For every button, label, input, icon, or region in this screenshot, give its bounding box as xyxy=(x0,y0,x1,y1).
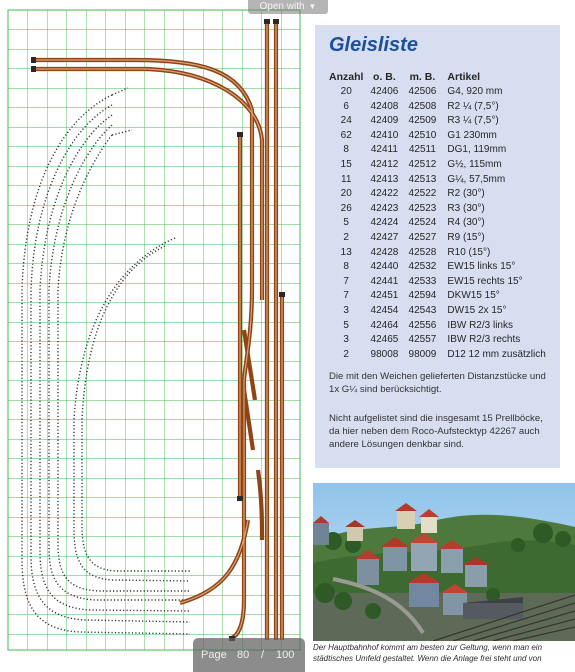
table-row xyxy=(329,246,546,261)
table-row xyxy=(329,129,546,144)
table-header-row xyxy=(329,69,546,85)
cell-ob: 42411 xyxy=(370,144,398,156)
cell-mb: 42506 xyxy=(408,86,437,97)
cell-ob: 42422 xyxy=(370,188,399,200)
plan-grid xyxy=(8,10,300,650)
page-separator: / xyxy=(261,649,265,661)
cell-artikel: IBW R2/3 rechts xyxy=(447,334,521,346)
table-row xyxy=(329,173,546,188)
table-row xyxy=(329,158,546,173)
cell-anzahl: 24 xyxy=(340,115,352,127)
cell-artikel: EW15 links 15° xyxy=(447,261,516,273)
open-with-button[interactable] xyxy=(248,0,328,14)
table-row xyxy=(329,348,546,363)
cell-ob: 42428 xyxy=(370,246,399,258)
cell-anzahl: 8 xyxy=(343,261,349,273)
cell-mb: 42524 xyxy=(408,217,437,229)
cell-anzahl: 8 xyxy=(343,144,349,156)
table-row xyxy=(329,333,546,348)
column-header-mb: m. B. xyxy=(409,70,436,83)
cell-anzahl: 62 xyxy=(340,129,352,141)
cell-artikel: G1 230mm xyxy=(447,129,497,141)
track-list-panel xyxy=(315,25,560,468)
cell-artikel: R10 (15°) xyxy=(447,246,491,258)
cell-artikel: R4 (30°) xyxy=(447,217,485,229)
table-row xyxy=(329,100,546,115)
cell-artikel: R9 (15°) xyxy=(447,231,485,243)
cell-mb: 42509 xyxy=(408,115,437,127)
page-indicator[interactable] xyxy=(193,638,305,672)
page-total: 100 xyxy=(276,649,295,661)
cell-artikel: EW15 rechts 15° xyxy=(447,275,523,287)
table-row xyxy=(329,275,546,290)
cell-mb: 42557 xyxy=(408,334,437,346)
cell-mb: 42522 xyxy=(408,188,437,200)
cell-ob: 42424 xyxy=(370,217,399,229)
cell-mb: 42511 xyxy=(408,144,436,156)
table-row xyxy=(329,304,546,319)
cell-anzahl: 2 xyxy=(343,231,349,243)
cell-ob: 42412 xyxy=(370,158,399,170)
open-with-label: Open with xyxy=(259,1,305,12)
cell-mb: 42533 xyxy=(408,275,437,287)
cell-anzahl: 13 xyxy=(340,246,352,258)
cell-anzahl: 26 xyxy=(340,202,352,214)
cell-ob: 42413 xyxy=(370,173,399,185)
table-row xyxy=(329,143,546,158)
cell-ob: 42406 xyxy=(370,86,399,97)
note-buffer-stops: Nicht aufgelistet sind die insgesamt 15 Prellböcke, da hier neben dem Roco-Aufstecktyp 42267 auch andere Lösungen denkbar sind. xyxy=(329,413,543,450)
table-row xyxy=(329,289,546,304)
track-list-body xyxy=(329,85,546,362)
cell-artikel: G¼, 57,5mm xyxy=(447,173,506,185)
column-header-ob: o. B. xyxy=(373,70,396,83)
table-row xyxy=(329,216,546,231)
cell-artikel: R2 ¼ (7,5°) xyxy=(447,100,499,112)
cell-artikel: DW15 2x 15° xyxy=(447,304,507,316)
cell-anzahl: 20 xyxy=(340,188,352,200)
cell-ob: 42441 xyxy=(370,275,399,287)
cell-ob: 42465 xyxy=(370,334,399,346)
cell-anzahl: 5 xyxy=(343,319,349,331)
table-row xyxy=(329,319,546,334)
cell-anzahl: 3 xyxy=(343,334,349,346)
page-current: 80 xyxy=(237,649,250,661)
layout-photo xyxy=(313,483,575,641)
note-distance-pieces: Die mit den Weichen gelieferten Distanzstücke und 1x G¼ sind berücksichtigt. xyxy=(329,371,546,395)
cell-anzahl: 20 xyxy=(340,86,352,97)
cell-artikel: R2 (30°) xyxy=(447,188,485,200)
table-row xyxy=(329,260,546,275)
table-row xyxy=(329,231,546,246)
cell-ob: 42440 xyxy=(370,261,399,273)
column-header-anzahl: Anzahl xyxy=(329,70,364,83)
table-row xyxy=(329,202,546,217)
cell-mb: 42527 xyxy=(408,231,437,243)
cell-mb: 42532 xyxy=(408,261,437,273)
chevron-down-icon: ▼ xyxy=(308,2,317,11)
cell-ob: 42409 xyxy=(370,115,399,127)
cell-anzahl: 3 xyxy=(343,304,349,316)
cell-anzahl: 6 xyxy=(343,100,349,112)
table-row xyxy=(329,187,546,202)
cell-anzahl: 2 xyxy=(343,348,349,360)
cell-mb: 42528 xyxy=(408,246,437,258)
cell-ob: 42451 xyxy=(370,290,399,302)
cell-mb: 42543 xyxy=(408,304,437,316)
cell-mb: 42512 xyxy=(408,158,437,170)
cell-ob: 42423 xyxy=(370,202,399,214)
layout-photo-image xyxy=(313,483,575,641)
cell-ob: 98008 xyxy=(370,348,399,360)
cell-artikel: IBW R2/3 links xyxy=(447,319,513,331)
column-header-artikel: Artikel xyxy=(447,70,481,83)
cell-ob: 42454 xyxy=(370,304,399,316)
cell-mb: 42594 xyxy=(408,290,437,302)
cell-anzahl: 11 xyxy=(341,173,352,185)
cell-artikel: DG1, 119mm xyxy=(447,144,507,156)
cell-anzahl: 5 xyxy=(343,217,349,229)
table-row xyxy=(329,114,546,129)
cell-ob: 42410 xyxy=(370,129,399,141)
cell-mb: 42556 xyxy=(408,319,437,331)
cell-artikel: DKW15 15° xyxy=(447,290,500,302)
cell-anzahl: 7 xyxy=(343,275,349,287)
track-list-table xyxy=(329,69,546,362)
cell-mb: 42508 xyxy=(408,100,437,112)
cell-ob: 42464 xyxy=(370,319,399,331)
cell-anzahl: 7 xyxy=(343,290,349,302)
cell-anzahl: 15 xyxy=(340,158,352,170)
cell-artikel: R3 ¼ (7,5°) xyxy=(447,115,499,127)
cell-ob: 42427 xyxy=(370,231,399,243)
cell-mb: 98009 xyxy=(408,348,437,360)
cell-artikel: G½, 115mm xyxy=(447,158,502,170)
panel-title: Gleisliste xyxy=(329,34,418,56)
cell-mb: 42513 xyxy=(408,173,437,185)
cell-mb: 42523 xyxy=(408,202,437,214)
photo-caption: Der Hauptbahnhof kommt am besten zur Geltung, wenn man ein städtisches Umfeld gestaltet. Wenn die Anlage frei steht und von xyxy=(313,643,543,663)
table-row xyxy=(329,85,546,100)
cell-artikel: D12 12 mm zusätzlich xyxy=(447,348,546,360)
cell-mb: 42510 xyxy=(408,129,437,141)
cell-ob: 42408 xyxy=(370,100,399,112)
cell-artikel: R3 (30°) xyxy=(447,202,485,214)
cell-artikel: G4, 920 mm xyxy=(447,86,503,97)
page-label: Page xyxy=(201,649,227,661)
